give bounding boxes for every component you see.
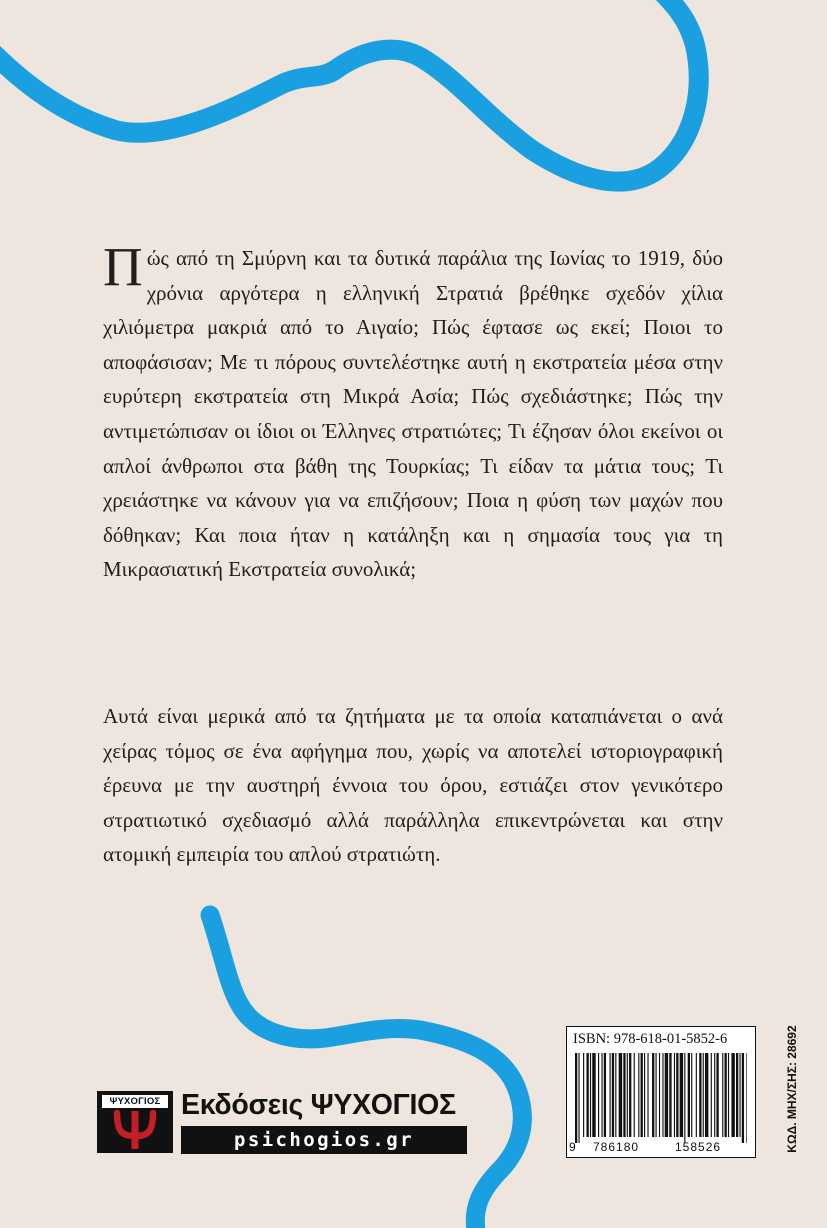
barcode-stripe [731, 1053, 734, 1137]
barcode-stripe [583, 1053, 584, 1137]
barcode-stripe [644, 1053, 645, 1137]
barcode-stripe [684, 1053, 685, 1143]
publisher-logo [97, 1088, 469, 1154]
barcode-stripe [634, 1053, 635, 1137]
barcode-first-digit: 9 [569, 1140, 576, 1154]
barcode-bars [575, 1053, 747, 1143]
barcode-stripe [665, 1053, 668, 1137]
psi-icon [113, 1109, 157, 1151]
barcode-stripe [714, 1053, 715, 1137]
publisher-url: psichogios.gr [181, 1126, 467, 1154]
barcode-right-digits: 158526 [675, 1140, 722, 1154]
barcode-stripe [659, 1053, 660, 1137]
river-top [0, 0, 699, 182]
barcode-stripe [587, 1053, 589, 1137]
seal-label: ΨΥΧΟΓΙΟΣ [101, 1094, 169, 1109]
barcode-stripe [656, 1053, 657, 1137]
barcode-stripe [638, 1053, 639, 1137]
barcode-stripe [696, 1053, 697, 1137]
barcode-stripe [610, 1053, 611, 1137]
barcode-stripe [705, 1053, 708, 1137]
barcode-stripe [662, 1053, 663, 1137]
publisher-name: Εκδόσεις ΨΥΧΟΓΙΟΣ [181, 1089, 456, 1121]
barcode-stripe [688, 1053, 690, 1137]
river-bottom [210, 915, 522, 1228]
barcode-stripe [703, 1053, 704, 1137]
blurb-paragraph-2: Αυτά είναι μερικά από τα ζητήματα με τα οποία καταπιάνεται ο ανά χείρας τόμος σε ένα αφήγημα που, χωρίς να αποτελεί ιστοριογραφική έρευνα με την αυστηρή έννοια του όρου, εστιάζει στον γενικότερο στρατιωτικό σχεδιασμό αλλά παράλληλα επικεντρώνεται και στην ατομική εμπειρία του απλού στρατιώτη. [103, 704, 723, 867]
barcode-stripe [615, 1053, 616, 1137]
barcode-stripe [578, 1053, 579, 1143]
barcode-stripe [680, 1053, 683, 1137]
barcode-stripe [612, 1053, 614, 1137]
barcode-stripe [647, 1053, 648, 1137]
barcode-stripe [739, 1053, 740, 1137]
barcode-stripe [746, 1053, 747, 1143]
barcode-stripe [590, 1053, 591, 1137]
barcode-stripe [699, 1053, 701, 1137]
barcode-stripe [652, 1053, 654, 1137]
barcode-stripe [641, 1053, 643, 1137]
barcode-stripe [676, 1053, 678, 1137]
barcode-stripe [728, 1053, 729, 1137]
barcode-stripe [722, 1053, 723, 1137]
barcode-stripe [711, 1053, 712, 1137]
barcode-stripe [623, 1053, 625, 1137]
blurb-paragraph-1 [103, 236, 723, 587]
barcode-stripe [619, 1053, 622, 1137]
barcode-stripe [604, 1053, 606, 1137]
drop-cap: Π [103, 236, 143, 297]
barcode-stripe [669, 1053, 671, 1137]
product-code: ΚΩΔ. ΜΗΧ/ΣΗΣ: 28692 [785, 1025, 799, 1153]
barcode-stripe [629, 1053, 631, 1137]
barcode-stripe [716, 1053, 718, 1137]
barcode-stripe [725, 1053, 727, 1137]
barcode-stripe [691, 1053, 692, 1137]
blurb-paragraph-1-text: ώς από τη Σμύρνη και τα δυτικά παράλια της Ιωνίας το 1919, δύο χρόνια αργότερα η ελληνική Στρατιά βρέθηκε σχεδόν χίλια χιλιόμετρα μακριά από το Αιγαίο; Πώς έφτασε ως εκεί; Ποιοι το αποφάσισαν; Με τι πόρους συντελέστηκε αυτή η εκστρατεία μέσα στην ευρύτερη εκστρατεία στη Μικρά Ασία; Πώς σχεδιάστηκε; Πώς την αντιμετώπισαν οι ίδιοι οι Έλληνες στρατιώτες; Τι έζησαν όλοι εκείνοι οι απλοί άνθρωποι στα βάθη της Τουρκίας; Τι είδαν τα μάτια τους; Τι χρειάστηκε να κάνουν για να επιζήσουν; Ποια η φύση των μαχών που δόθηκαν; Και ποια ήταν η κατάληξη και η σημασία τους για τη Μικρασιατική Εκστρατεία συνολικά; [103, 246, 723, 582]
barcode-stripe [601, 1053, 602, 1137]
barcode-stripe [674, 1053, 675, 1137]
barcode-left-digits: 786180 [593, 1140, 640, 1154]
isbn-label: ISBN: 978-618-01-5852-6 [573, 1031, 728, 1047]
barcode-stripe [592, 1053, 595, 1137]
publisher-seal [97, 1091, 173, 1153]
barcode-stripe [736, 1053, 738, 1137]
barcode-stripe [627, 1053, 628, 1137]
barcode-box [566, 1026, 756, 1158]
barcode-stripe [742, 1053, 744, 1143]
barcode-stripe [598, 1053, 599, 1137]
barcode-stripe [575, 1053, 577, 1143]
